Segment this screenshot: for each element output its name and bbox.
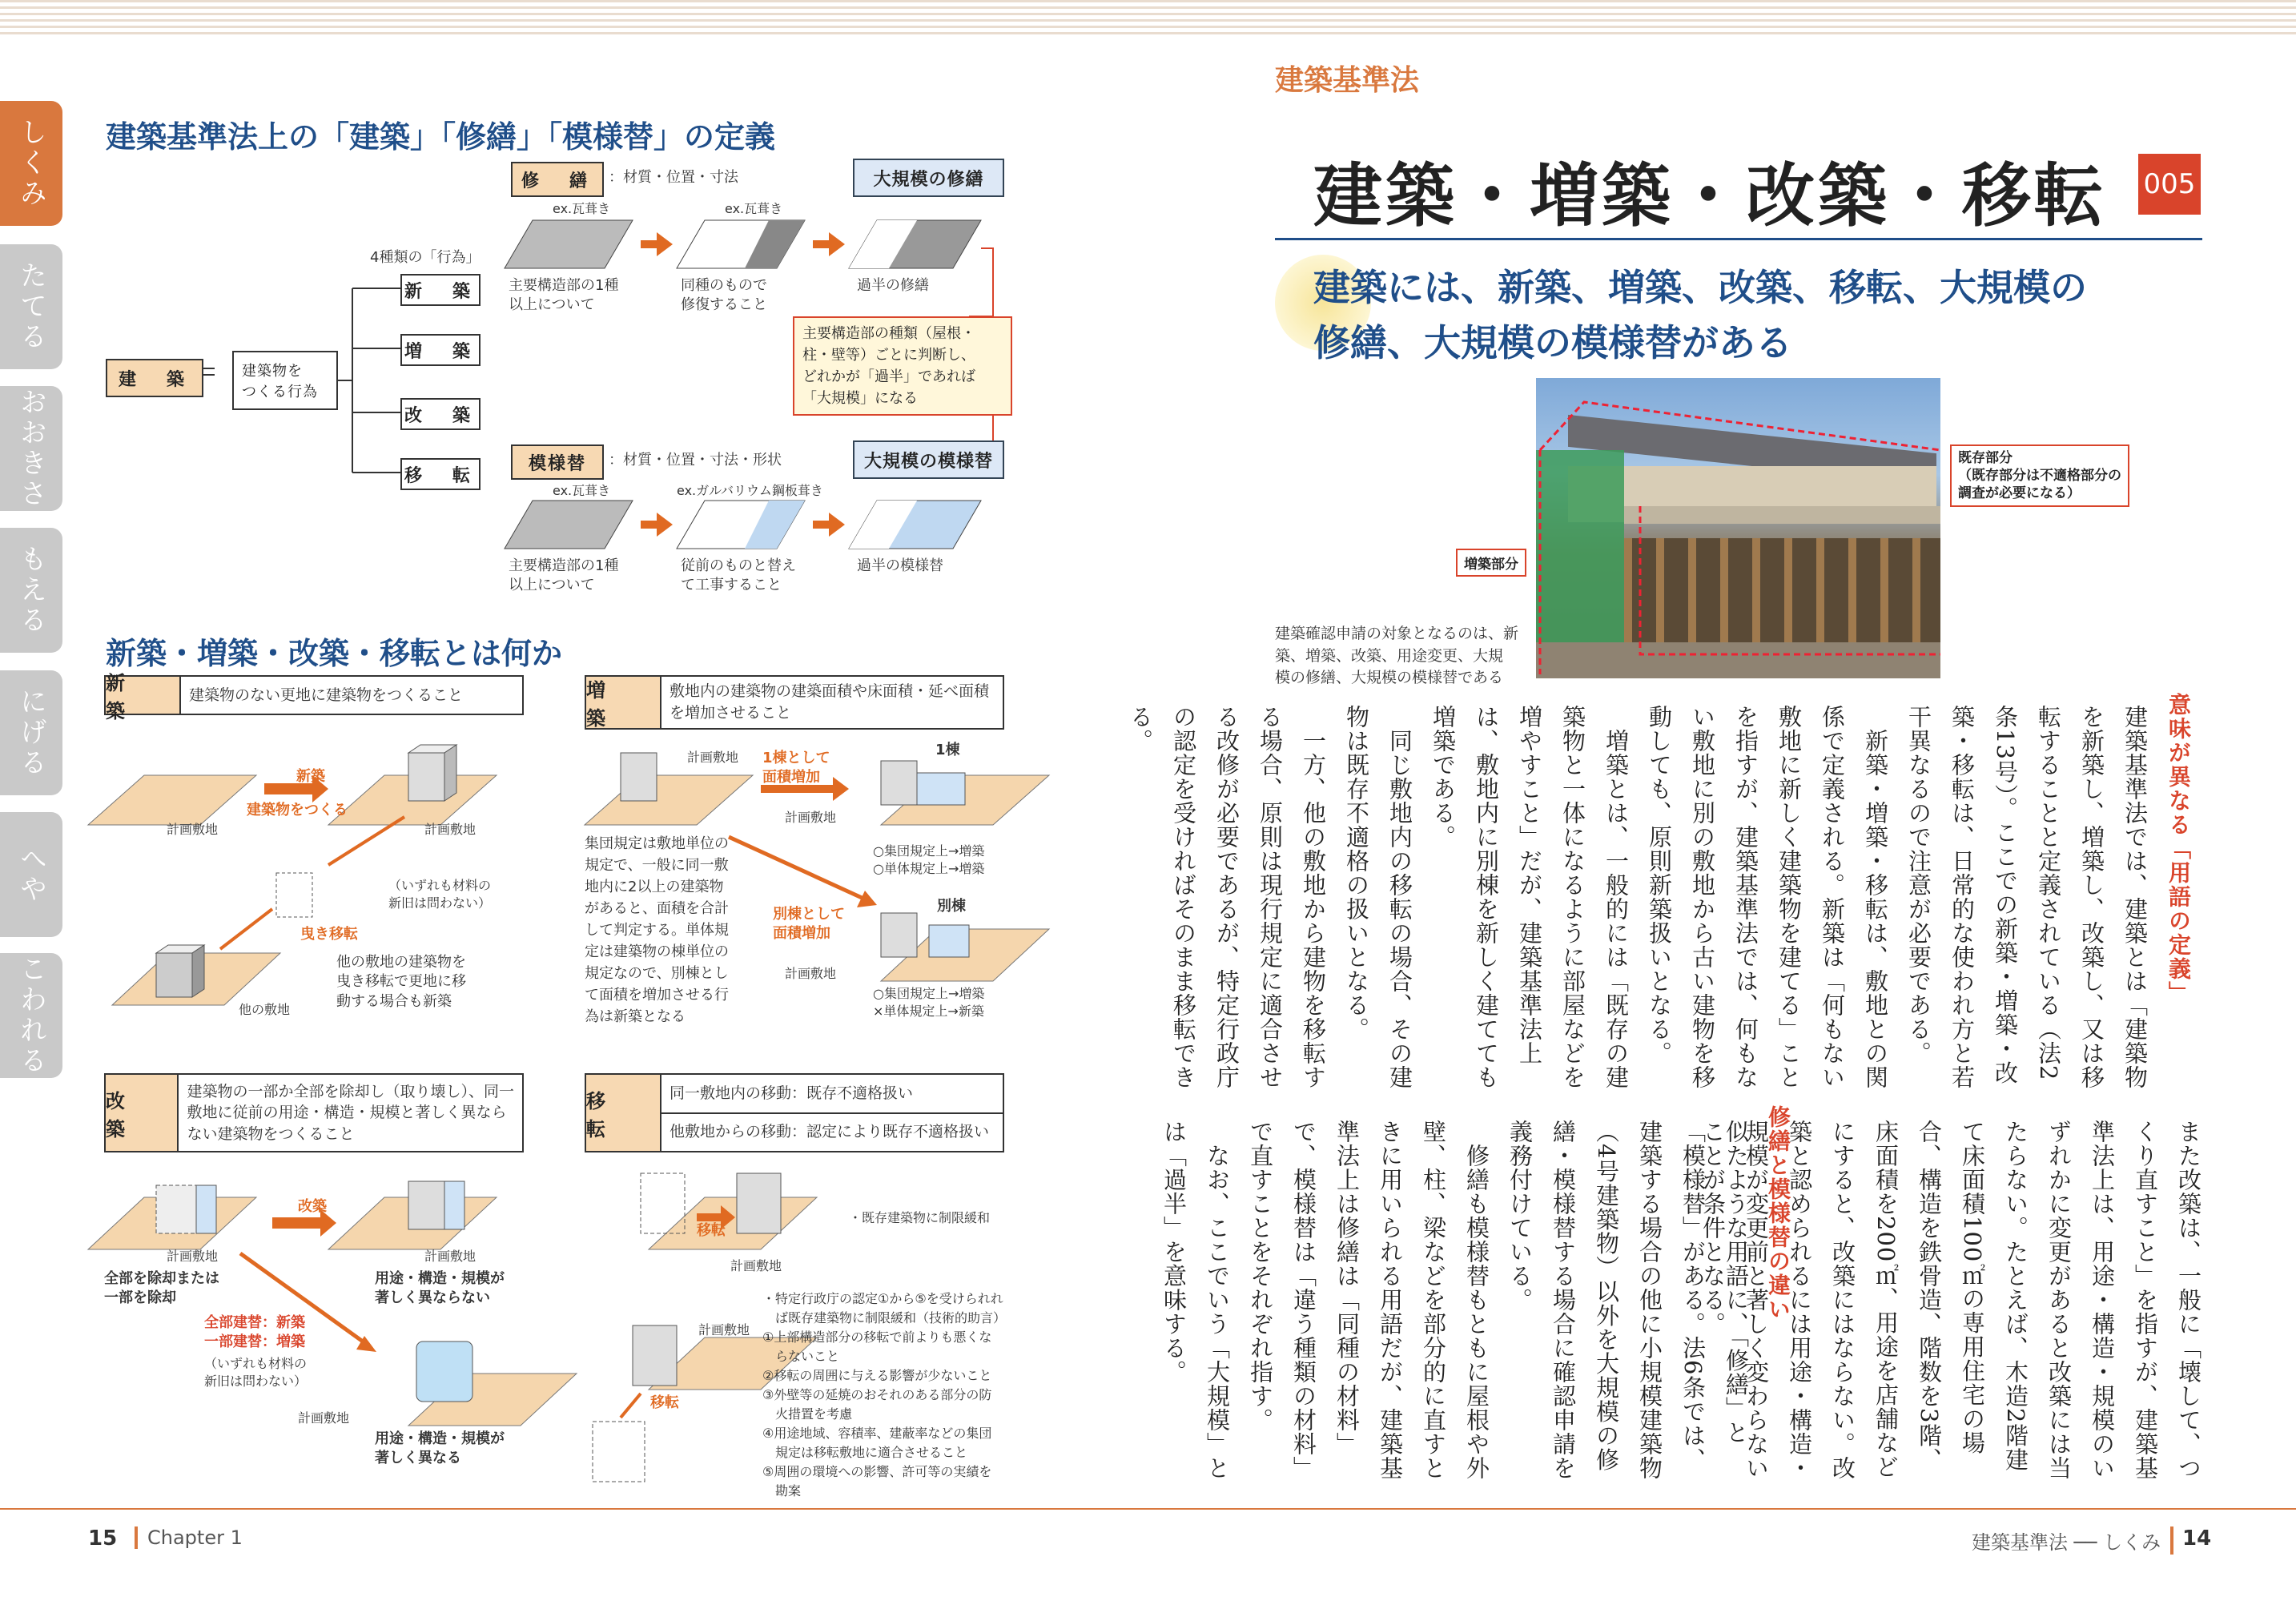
shinchiku-arrow-label-2: 建築物をつくる [247,802,348,819]
body-text-3: 似たような用語に、「修繕」と「模様替」がある。法6条では、建築する場合の他に小規模建築物（4号建築物）以外を大規模の修繕・模様替する場合に確認申請を義務付けている。 修繕も模様替もともに屋根や外壁、柱、梁などを部分的に直すときに用いられる用語だが、建築基準法上は修繕は「同種の材料」で、模様替は「違う種類の材料」で直すことをそれぞれ指す。 なお、ここでいう「大規模」とは「過半」を意味する。 [1160,1120,1750,1480]
moyogae-label: 模様替 [511,444,604,480]
zouchiku-arrow-1: 1棟として 面積増加 [762,750,830,786]
kaichiku-desc-2: 用途・構造・規模が 著しく異ならない [375,1270,505,1307]
kaichiku-desc-1: 全部を除却または 一部を除却 [104,1270,219,1307]
photo-label-extension: 増築部分 [1456,549,1526,577]
kaichiku-site-2: 計画敷地 [424,1249,476,1264]
zouchiku-result-2: ○集団規定上→増築 ×単体規定上→新築 [873,986,985,1019]
kaichiku-site-3: 計画敷地 [298,1410,350,1426]
iten-site-1: 計画敷地 [730,1258,782,1273]
big-moyogae-box: 大規模の模様替 [853,440,1004,479]
body-text-2: また改築は、一般に「壊して、つくり直すこと」を指すが、建築基準法上は、用途・構造・規模のいずれかに変更があると改築には当たらない。たとえば、木造2階建て床面積100㎡の専用住宅の場合、構造を鉄骨造、階数を3階、床面積を200㎡、用途を店舗などにすると、改築にはならない。改築と認められるには用途・構造・規模が変更前と著しく変わらないことが条件となる。 [1699,1120,2202,1480]
moyogae-caption-3: 過半の模様替 [857,557,943,574]
tab-shikumi[interactable]: しくみ [0,101,62,226]
moyogae-caption-2: 従前のものと替え て工事すること [681,557,796,594]
iten-conditions: ・特定行政庁の認定①から⑤を受けられれ ば既存建築物に制限緩和（技術的助言） ①上部構造部分の移転で前よりも悪くな らないこと ②移転の周囲に与える影響が少ないこと ③外壁等の延焼のおそれのある部分の防 火措置を考慮 ④用途地域、容積率、建蔽率などの集団 規定は移転敷地に適合させること ⑤周囲の環境への影響、許可等の実績を 勘案 [762,1291,1007,1498]
kenchiku-box: 建 築 [106,359,203,397]
shuzen-caption-1: 主要構造部の1種 以上について [509,277,619,314]
moyogae-example-1: ex.瓦葺き [553,483,611,498]
shuzen-caption-3: 過半の修繕 [857,277,929,294]
zouchiku-desc: 集団規定は敷地単位の 規定で、一般に同一敷 地内に2以上の建築物 があると、面積を合計 して判定する。単体規 定は建築物の棟単位の 規定なので、別棟とし て面積を増加させる行 為は新築となる [585,835,729,1025]
tab-moeru[interactable]: もえる [0,528,62,653]
act-iten: 移 転 [400,458,481,490]
kenchiku-desc-box: 建築物を つくる行為 [232,351,338,410]
section2-title: 新築・増築・改築・移転とは何か [106,636,563,671]
shinchiku-site-2: 計画敷地 [424,822,476,837]
tab-heya[interactable]: へや [0,812,62,937]
moyogae-example-2: ex.ガルバリウム鋼板葺き [677,483,823,498]
def-shinchiku: 新 築 建築物のない更地に建築物をつくること [104,675,524,715]
hiki-iten-label: 曳き移転 [300,926,358,943]
tab-kowareru[interactable]: こわれる [0,953,62,1078]
iten-arrow-label: 移転 [697,1222,726,1239]
large-scale-callout: 主要構造部の種類（屋根・ 柱・壁等）ごとに判断し、 どれかが「過半」であれば 「大規模」になる [793,316,1012,416]
tab-nigeru[interactable]: にげる [0,670,62,795]
shinchiku-note: （いずれも材料の 新旧は問わない） [388,878,492,911]
kaichiku-desc-3: 用途・構造・規模が 著しく異なる [375,1430,505,1467]
shuzen-label: 修 繕 [511,162,604,197]
def-iten: 移 転 同一敷地内の移動：既存不適格扱い 他敷地からの移動：認定により既存不適格扱い [585,1073,1004,1152]
zouchiku-arrow-2: 別棟として 面積増加 [773,906,845,943]
zouchiku-site-2: 計画敷地 [785,810,837,825]
zouchiku-site-1: 計画敷地 [687,750,739,765]
act-zouchiku: 増 築 [400,334,481,366]
moyogae-props: ：材質・位置・寸法・形状 [609,452,782,469]
shuzen-props: ：材質・位置・寸法 [609,169,738,186]
separate-building-label: 別棟 [937,898,966,915]
zouchiku-site-3: 計画敷地 [785,966,837,981]
shinchiku-site-1: 計画敷地 [167,822,219,837]
shuzen-example-1: ex.瓦葺き [553,201,611,216]
kaichiku-arrow-label: 改築 [298,1198,327,1215]
construction-photo [1536,378,1940,678]
page-title: 建築・増築・改築・移転 [1313,156,2106,236]
left-page-number: 15 [88,1526,118,1551]
right-page-number: 14 [2182,1526,2212,1551]
def-zouchiku: 増 築 敷地内の建築物の建築面積や床面積・延べ面積 を増加させること [585,675,1004,730]
section1-title: 建築基準法上の「建築」「修繕」「模様替」の定義 [106,119,776,155]
photo-caption: 建築確認申請の対象となるのは、新 築、増築、改築、用途変更、大規 模の修繕、大規模の模様替である [1275,625,1519,687]
kaichiku-rebuild-note: 全部建替：新築 一部建替：増築 [204,1314,305,1351]
zouchiku-result-1: ○集団規定上→増築 ○単体規定上→増築 [873,843,985,876]
title-rule [1275,238,2202,240]
shuzen-example-2: ex.瓦葺き [725,201,783,216]
shuzen-caption-2: 同種のもので 修復すること [681,277,767,314]
tab-ookisa[interactable]: おおきさ [0,386,62,511]
category-label: 建築基準法 [1275,64,1420,97]
item-number: 005 [2138,154,2201,215]
shinchiku-arrow-label: 新築 [296,768,325,785]
other-site-label: 他の敷地 [239,1002,291,1017]
heading-terms: 意味が異なる「用語の定義」 [2165,693,2192,1005]
iten-site-2: 計画敷地 [698,1322,750,1337]
moyogae-caption-1: 主要構造部の1種 以上について [509,557,619,594]
act-kaichiku: 改 築 [400,398,481,430]
tab-tateru[interactable]: たてる [0,244,62,369]
shinchiku-desc: 他の敷地の建築物を 曳き移転で更地に移 動する場合も新築 [336,954,466,1010]
one-building-label: 1棟 [935,742,960,758]
right-section: 建築基準法 ── しくみ [1972,1526,2173,1555]
kaichiku-note: （いずれも材料の 新旧は問わない） [204,1356,308,1389]
big-shuzen-box: 大規模の修繕 [853,159,1004,197]
footer-rule [0,1508,2296,1510]
left-chapter: Chapter 1 [135,1526,243,1549]
def-kaichiku: 改 築 建築物の一部か全部を除却し（取り壊し）、同一 敷地に従前の用途・構造・規模と著しく異なら ない建築物をつくること [104,1073,524,1152]
heading-repair-vs-remodel: 修繕と模様替の違い [1765,1105,1791,1321]
kaichiku-site-1: 計画敷地 [167,1249,219,1264]
iten-relaxation-note: ・既存建築物に制限緩和 [849,1210,991,1225]
iten-arrow-label-2: 移転 [650,1394,679,1411]
act-shinchiku: 新 築 [400,274,481,306]
body-text-1: 建築基準法では、建築とは「建築物を新築し、増築し、改築し、又は移転することと定義されている（法2条13号）。ここでの新築・増築・改築・移転は、日常的な使われ方と若干異なるので注意が必要である。 新築・増築・移転は、敷地との関係で定義される。新築は「何もない敷地に新しく建築物を建てる」ことを指すが、建築基準法では、何もない敷地に別の敷地から古い建物を移動しても、原則新築扱いとなる。 増築とは、一般的には「既存の建築物と一体になるように部屋などを増やすこと」だが、建築基準法上は、敷地内に別棟を新しく建てても増築である。 同じ敷地内の移転の場合、その建物は既存不適格の扱いとなる。 一方、他の敷地から建物を移転する場合、原則は現行規定に適合させる改修が必要であるが、特定行政庁の認定を受ければそのまま移転できる。 [1127,705,2149,1089]
lead-text: 建築には、新築、増築、改築、移転、大規模の 修繕、大規模の模様替がある [1313,266,2087,364]
photo-label-existing: 既存部分 （既存部分は不適格部分の 調査が必要になる） [1950,444,2129,507]
four-kinds-label: 4種類の「行為」 [370,249,481,266]
